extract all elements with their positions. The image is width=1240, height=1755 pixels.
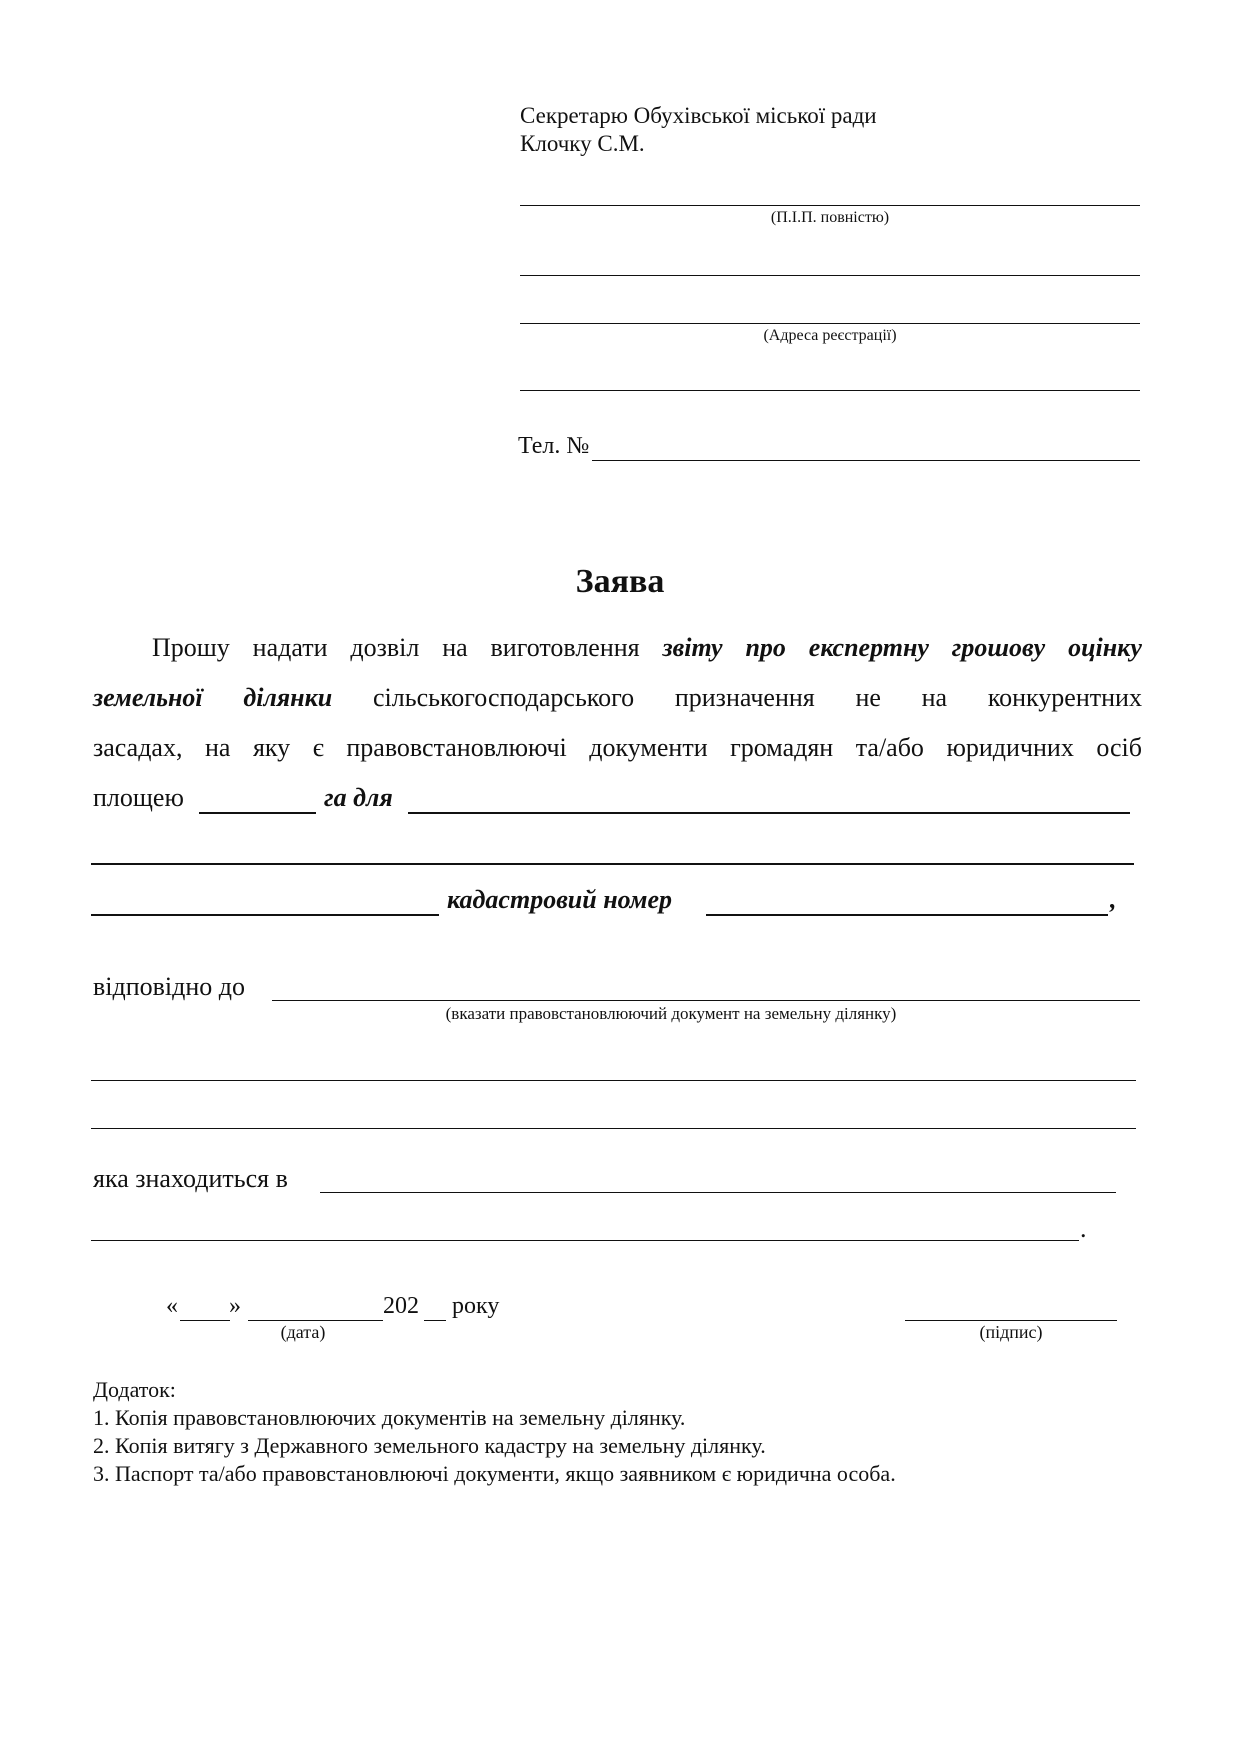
- phone-label: Тел. №: [518, 433, 590, 459]
- addressee-block: [520, 102, 877, 158]
- location-period: .: [1080, 1214, 1087, 1243]
- emphasis-word: земельної: [93, 683, 203, 712]
- purpose-field-line-3[interactable]: [91, 914, 439, 916]
- date-day-close-quote: »: [229, 1293, 241, 1319]
- legal-document-field[interactable]: [272, 1000, 1140, 1001]
- word: осіб: [1096, 733, 1142, 762]
- location-field-line-2[interactable]: [91, 1240, 1079, 1241]
- date-year-field[interactable]: [424, 1320, 446, 1321]
- date-year-prefix: 202: [383, 1293, 419, 1319]
- address-hint: (Адреса реєстрації): [763, 327, 897, 344]
- word: не: [855, 683, 881, 712]
- emphasis-word: звіту: [662, 633, 723, 662]
- cadastral-number-label: кадастровий номер: [447, 885, 673, 914]
- emphasis-word: експертну: [808, 633, 929, 662]
- location-label: яка знаходиться в: [93, 1164, 288, 1193]
- paragraph-line-1: [152, 633, 1142, 663]
- cadastral-comma: ,: [1110, 885, 1117, 914]
- word: на: [442, 633, 468, 662]
- document-title: Заява: [575, 563, 665, 600]
- area-label: площею: [93, 783, 184, 812]
- address-field-line-3[interactable]: [520, 390, 1140, 391]
- word: дозвіл: [350, 633, 420, 662]
- signature-field[interactable]: [905, 1320, 1117, 1321]
- word: засадах,: [93, 733, 183, 762]
- emphasis-word: оцінку: [1068, 633, 1142, 662]
- word: надати: [252, 633, 328, 662]
- word: та/або: [855, 733, 924, 762]
- emphasis-word: ділянки: [243, 683, 333, 712]
- word: призначення: [674, 683, 815, 712]
- word: виготовлення: [490, 633, 640, 662]
- paragraph-line-2: [93, 683, 1142, 713]
- appendix-item: 2. Копія витягу з Державного земельного кадастру на земельну ділянку.: [93, 1433, 766, 1458]
- purpose-field-line-2[interactable]: [91, 863, 1134, 865]
- appendix: [93, 1376, 896, 1488]
- phone-field[interactable]: [592, 460, 1140, 461]
- addressee-line-2: Клочку С.М.: [520, 131, 645, 156]
- ha-for-label: га для: [324, 783, 393, 812]
- word: яку: [252, 733, 291, 762]
- legal-document-line-2[interactable]: [91, 1080, 1136, 1081]
- area-field[interactable]: [199, 812, 316, 814]
- full-name-hint: (П.І.П. повністю): [770, 209, 890, 226]
- appendix-item: 1. Копія правовстановлюючих документів на земельну ділянку.: [93, 1405, 686, 1430]
- word: Прошу: [152, 633, 230, 662]
- date-month-field[interactable]: [248, 1320, 383, 1321]
- word: громадян: [730, 733, 834, 762]
- word: юридичних: [946, 733, 1074, 762]
- word: сільськогосподарського: [372, 683, 635, 712]
- location-field-line-1[interactable]: [320, 1192, 1116, 1193]
- word: правовстановлюючі: [346, 733, 567, 762]
- addressee-line-1: Секретарю Обухівської міської ради: [520, 103, 877, 128]
- legal-document-hint: (вказати правовстановлюючий документ на земельну ділянку): [445, 1004, 897, 1023]
- address-field-line-2[interactable]: [520, 323, 1140, 324]
- signature-hint: (підпис): [979, 1322, 1043, 1342]
- word: на: [204, 733, 231, 762]
- legal-document-line-3[interactable]: [91, 1128, 1136, 1129]
- emphasis-word: грошову: [951, 633, 1046, 662]
- word: на: [921, 683, 948, 712]
- word: є: [312, 733, 324, 762]
- word: документи: [589, 733, 708, 762]
- cadastral-number-field[interactable]: [706, 914, 1108, 916]
- emphasis-word: про: [745, 633, 786, 662]
- word: конкурентних: [987, 683, 1142, 712]
- purpose-field-line-1[interactable]: [408, 812, 1130, 814]
- full-name-field[interactable]: [520, 205, 1140, 206]
- according-to-label: відповідно до: [93, 972, 246, 1001]
- date-year-suffix: року: [452, 1293, 500, 1319]
- paragraph-line-3: [93, 733, 1142, 763]
- date-hint: (дата): [280, 1322, 326, 1342]
- appendix-item: 3. Паспорт та/або правовстановлюючі документи, якщо заявником є юридична особа.: [93, 1461, 896, 1486]
- appendix-heading: Додаток:: [93, 1377, 176, 1402]
- date-day-open-quote: «: [166, 1293, 178, 1319]
- address-field-line-1[interactable]: [520, 275, 1140, 276]
- date-day-field[interactable]: [180, 1320, 230, 1321]
